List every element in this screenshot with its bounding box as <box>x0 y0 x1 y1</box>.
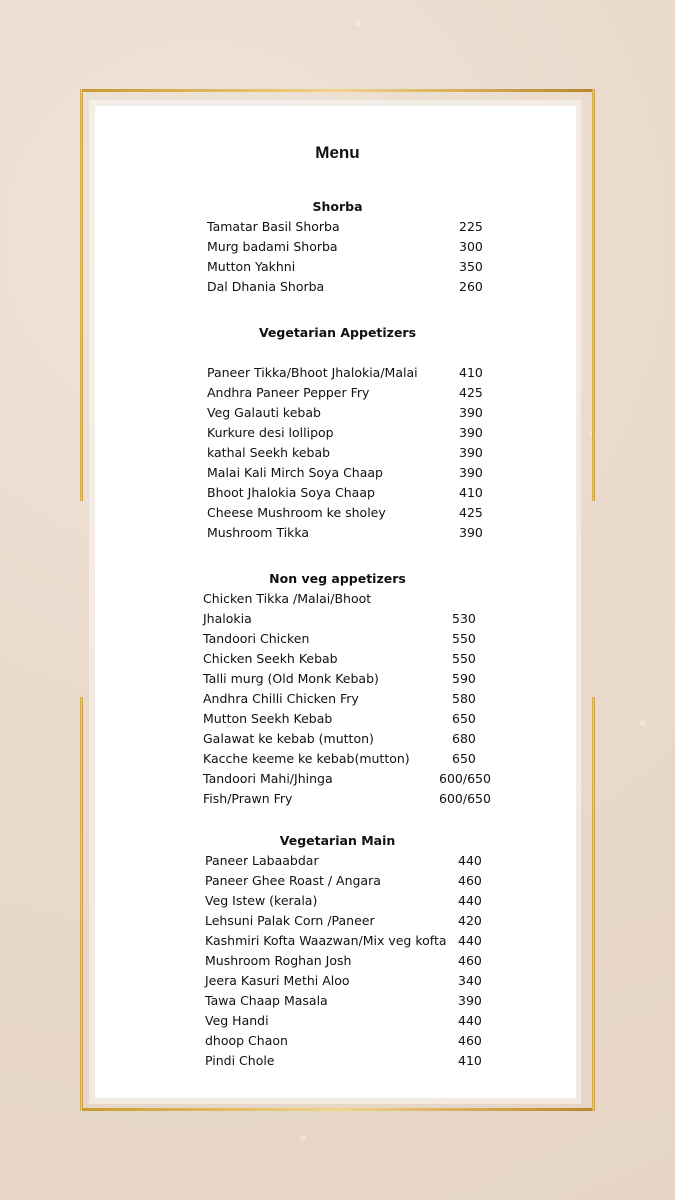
menu-item-price: 600/650 <box>439 771 491 786</box>
menu-item-price: 440 <box>458 933 482 948</box>
menu-item-name: Pindi Chole <box>205 1053 275 1068</box>
frame-bottom-line <box>80 1108 595 1111</box>
menu-item-price: 390 <box>458 993 482 1008</box>
menu-item-price: 300 <box>459 239 483 254</box>
menu-item-name: Veg Galauti kebab <box>207 405 321 420</box>
menu-item-name: Lehsuni Palak Corn /Paneer <box>205 913 375 928</box>
menu-item-name: Mushroom Roghan Josh <box>205 953 352 968</box>
menu-item-name: Fish/Prawn Fry <box>203 791 293 806</box>
menu-item-name: Galawat ke kebab (mutton) <box>203 731 374 746</box>
menu-item-name: Kacche keeme ke kebab(mutton) <box>203 751 410 766</box>
menu-item-name: Dal Dhania Shorba <box>207 279 325 294</box>
menu-item-name: kathal Seekh kebab <box>207 445 331 460</box>
menu-item-name: Talli murg (Old Monk Kebab) <box>203 671 379 686</box>
menu-item-price: 260 <box>459 279 483 294</box>
menu-item-price: 390 <box>459 465 483 480</box>
menu-item-price: 390 <box>459 425 483 440</box>
menu-item-name: Kurkure desi lollipop <box>207 425 334 440</box>
menu-item-name: Jhalokia <box>203 611 252 626</box>
frame-top-line <box>80 89 595 92</box>
menu-item-name: Murg badami Shorba <box>207 239 338 254</box>
menu-item-price: 650 <box>452 711 476 726</box>
menu-item-price: 440 <box>458 893 482 908</box>
menu-item-price: 420 <box>458 913 482 928</box>
menu-item-name: Cheese Mushroom ke sholey <box>207 505 386 520</box>
menu-item-price: 410 <box>459 485 483 500</box>
frame-right-lower-line <box>592 697 595 1111</box>
background-speck <box>640 720 646 726</box>
menu-item-price: 600/650 <box>439 791 491 806</box>
menu-item-price: 350 <box>459 259 483 274</box>
menu-item-price: 340 <box>458 973 482 988</box>
menu-item-name: Veg Handi <box>205 1013 269 1028</box>
menu-item-name: Tandoori Mahi/Jhinga <box>203 771 333 786</box>
menu-item-price: 590 <box>452 671 476 686</box>
menu-item-name: Jeera Kasuri Methi Aloo <box>205 973 350 988</box>
menu-item-price: 680 <box>452 731 476 746</box>
menu-item-name: Tandoori Chicken <box>203 631 310 646</box>
section-heading-non-veg-appetizers: Non veg appetizers <box>269 571 406 586</box>
frame-left-lower-line <box>80 697 83 1111</box>
menu-item-name: Paneer Labaabdar <box>205 853 319 868</box>
menu-item-name: Tamatar Basil Shorba <box>207 219 340 234</box>
menu-item-price: 410 <box>458 1053 482 1068</box>
menu-item-price: 225 <box>459 219 483 234</box>
menu-item-price: 425 <box>459 505 483 520</box>
menu-item-name: Mutton Seekh Kebab <box>203 711 333 726</box>
section-heading-shorba: Shorba <box>312 199 363 214</box>
menu-item-price: 390 <box>459 445 483 460</box>
menu-item-name: dhoop Chaon <box>205 1033 288 1048</box>
menu-item-name: Paneer Ghee Roast / Angara <box>205 873 381 888</box>
menu-item-price: 410 <box>459 365 483 380</box>
menu-item-price: 550 <box>452 631 476 646</box>
background-speck <box>300 1135 306 1141</box>
menu-item-name: Kashmiri Kofta Waazwan/Mix veg kofta <box>205 933 447 948</box>
background-speck <box>355 20 361 26</box>
menu-item-name: Tawa Chaap Masala <box>205 993 328 1008</box>
menu-item-price: 390 <box>459 405 483 420</box>
menu-item-name: Andhra Paneer Pepper Fry <box>207 385 370 400</box>
menu-item-price: 440 <box>458 853 482 868</box>
menu-item-price: 650 <box>452 751 476 766</box>
menu-item-name: Andhra Chilli Chicken Fry <box>203 691 359 706</box>
menu-item-price: 580 <box>452 691 476 706</box>
menu-item-price: 550 <box>452 651 476 666</box>
menu-item-price: 390 <box>459 525 483 540</box>
menu-item-name: Chicken Tikka /Malai/Bhoot <box>203 591 372 606</box>
menu-item-name: Veg Istew (kerala) <box>205 893 318 908</box>
menu-item-price: 530 <box>452 611 476 626</box>
menu-item-price: 460 <box>458 953 482 968</box>
menu-item-name: Paneer Tikka/Bhoot Jhalokia/Malai <box>207 365 418 380</box>
menu-item-name: Mushroom Tikka <box>207 525 310 540</box>
menu-item-name: Malai Kali Mirch Soya Chaap <box>207 465 383 480</box>
section-heading-vegetarian-appetizers: Vegetarian Appetizers <box>258 325 417 340</box>
menu-item-price: 425 <box>459 385 483 400</box>
menu-item-price: 440 <box>458 1013 482 1028</box>
menu-item-name: Mutton Yakhni <box>207 259 296 274</box>
section-heading-vegetarian-main: Vegetarian Main <box>279 833 396 848</box>
menu-item-price: 460 <box>458 1033 482 1048</box>
menu-item-price: 460 <box>458 873 482 888</box>
menu-item-name: Chicken Seekh Kebab <box>203 651 338 666</box>
menu-item-name: Bhoot Jhalokia Soya Chaap <box>207 485 375 500</box>
menu-title: Menu <box>315 143 360 162</box>
